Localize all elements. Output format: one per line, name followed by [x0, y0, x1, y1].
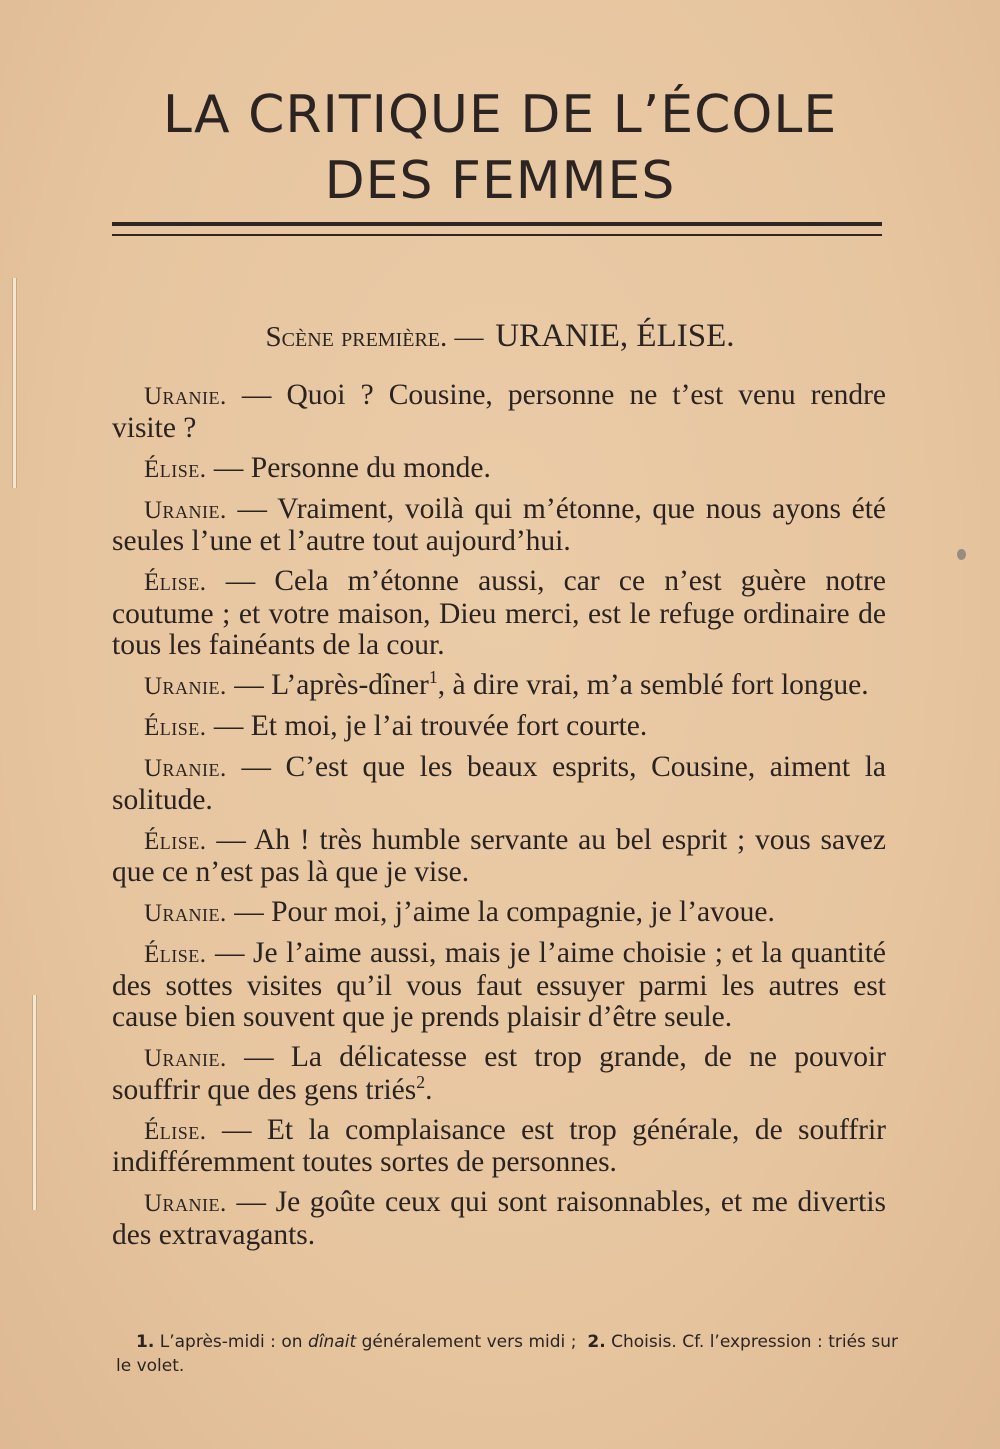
footnote-1-italic: dînait	[308, 1332, 357, 1352]
speaker-name: Élise.	[144, 569, 207, 596]
dialogue-line	[112, 1187, 886, 1251]
dialogue-text: — Et moi, je l’ai trouvée fort courte.	[213, 710, 648, 742]
title-rule-thick	[112, 222, 882, 226]
dialogue-text: — Et la complaisance est trop générale, de souffrir indifféremment toutes sortes de personnes.	[112, 1113, 886, 1178]
dialogue-text: — Je goûte ceux qui sont raisonnables, et me divertis des extravagants.	[112, 1186, 886, 1251]
dialogue-line	[112, 453, 886, 486]
dialogue-line	[112, 494, 886, 558]
dialogue-text: — Pour moi, j’aime la compagnie, je l’avoue.	[234, 896, 775, 928]
dialogue-line	[112, 667, 886, 703]
footnote-ref: 1	[428, 667, 438, 688]
speaker-name: Uranie.	[144, 673, 227, 700]
dialogue-text: — La délicatesse est trop grande, de ne pouvoir souffrir que des gens triés	[112, 1041, 887, 1106]
speaker-name: Élise.	[144, 714, 207, 741]
paper-speck	[957, 549, 966, 560]
dialogue-line	[112, 825, 886, 889]
speaker-name: Uranie.	[144, 496, 227, 524]
footnote-2-text: Choisis. Cf. l’expression : triés sur le volet.	[116, 1332, 898, 1376]
dialogue-text: — Je l’aime aussi, mais je l’aime choisie ; et la quantité des sottes visites qu’il vous faut essuyer parmi les autres est cause bien souvent que je prends plaisir d’être seule.	[112, 937, 886, 1033]
dialogue-line	[112, 752, 886, 816]
dialogue-text-cont: .	[425, 1073, 433, 1106]
dialogue-line	[112, 897, 886, 930]
footnote-1-part: L’après-midi : on	[159, 1332, 309, 1352]
dialogue-line	[112, 938, 886, 1034]
dialogue-text: — Personne du monde.	[213, 451, 491, 484]
page-title	[0, 82, 1000, 214]
binding-thread	[12, 278, 17, 488]
dialogue-line	[112, 711, 886, 744]
dialogue-text-cont: , à dire vrai, m’a semblé fort longue.	[437, 669, 869, 701]
dialogue-line	[112, 380, 886, 444]
scene-characters: URANIE, ÉLISE.	[495, 318, 735, 354]
speaker-name: Uranie.	[144, 1045, 227, 1072]
footnotes	[116, 1330, 898, 1378]
speaker-name: Uranie.	[144, 755, 227, 782]
footnote-number: 2.	[587, 1332, 606, 1352]
footnote-number: 1.	[136, 1332, 155, 1352]
scene-heading	[0, 318, 1000, 355]
dialogue-body	[112, 380, 886, 1260]
binding-thread	[32, 995, 37, 1210]
dialogue-text: — L’après-dîner	[234, 669, 429, 701]
dialogue-line	[112, 1042, 886, 1106]
dialogue-line	[112, 566, 886, 662]
speaker-name: Élise.	[144, 1117, 207, 1145]
dialogue-text: — Quoi ? Cousine, personne ne t’est venu rendre visite ?	[112, 379, 887, 444]
title-line-2: DES FEMMES	[324, 151, 676, 211]
dialogue-text: — Vraiment, voilà qui m’étonne, que nous ayons été seules l’une et l’autre tout aujourd’hui.	[112, 492, 887, 557]
footnote-1-text	[160, 1332, 577, 1352]
dialogue-line	[112, 1115, 886, 1179]
title-rule-thin	[112, 234, 882, 236]
dialogue-text: — Ah ! très humble servante au bel esprit ; vous savez que ce n’est pas là que je vise.	[112, 823, 886, 888]
scene-label: Scène première. —	[265, 321, 484, 353]
speaker-name: Uranie.	[144, 900, 227, 927]
dialogue-text: — Cela m’étonne aussi, car ce n’est guère notre coutume ; et votre maison, Dieu merci, est le refuge ordinaire de tous les fainéants de la cour.	[112, 565, 886, 661]
footnote-1-part: généralement vers midi ;	[356, 1332, 577, 1352]
speaker-name: Élise.	[144, 455, 207, 483]
dialogue-text: — C’est que les beaux esprits, Cousine, aiment la solitude.	[112, 751, 886, 816]
speaker-name: Uranie.	[144, 1190, 227, 1217]
speaker-name: Élise.	[144, 941, 207, 968]
title-line-1: LA CRITIQUE DE L’ÉCOLE	[162, 85, 838, 145]
speaker-name: Uranie.	[144, 383, 227, 410]
speaker-name: Élise.	[144, 827, 207, 855]
footnote-ref: 2	[416, 1071, 426, 1092]
